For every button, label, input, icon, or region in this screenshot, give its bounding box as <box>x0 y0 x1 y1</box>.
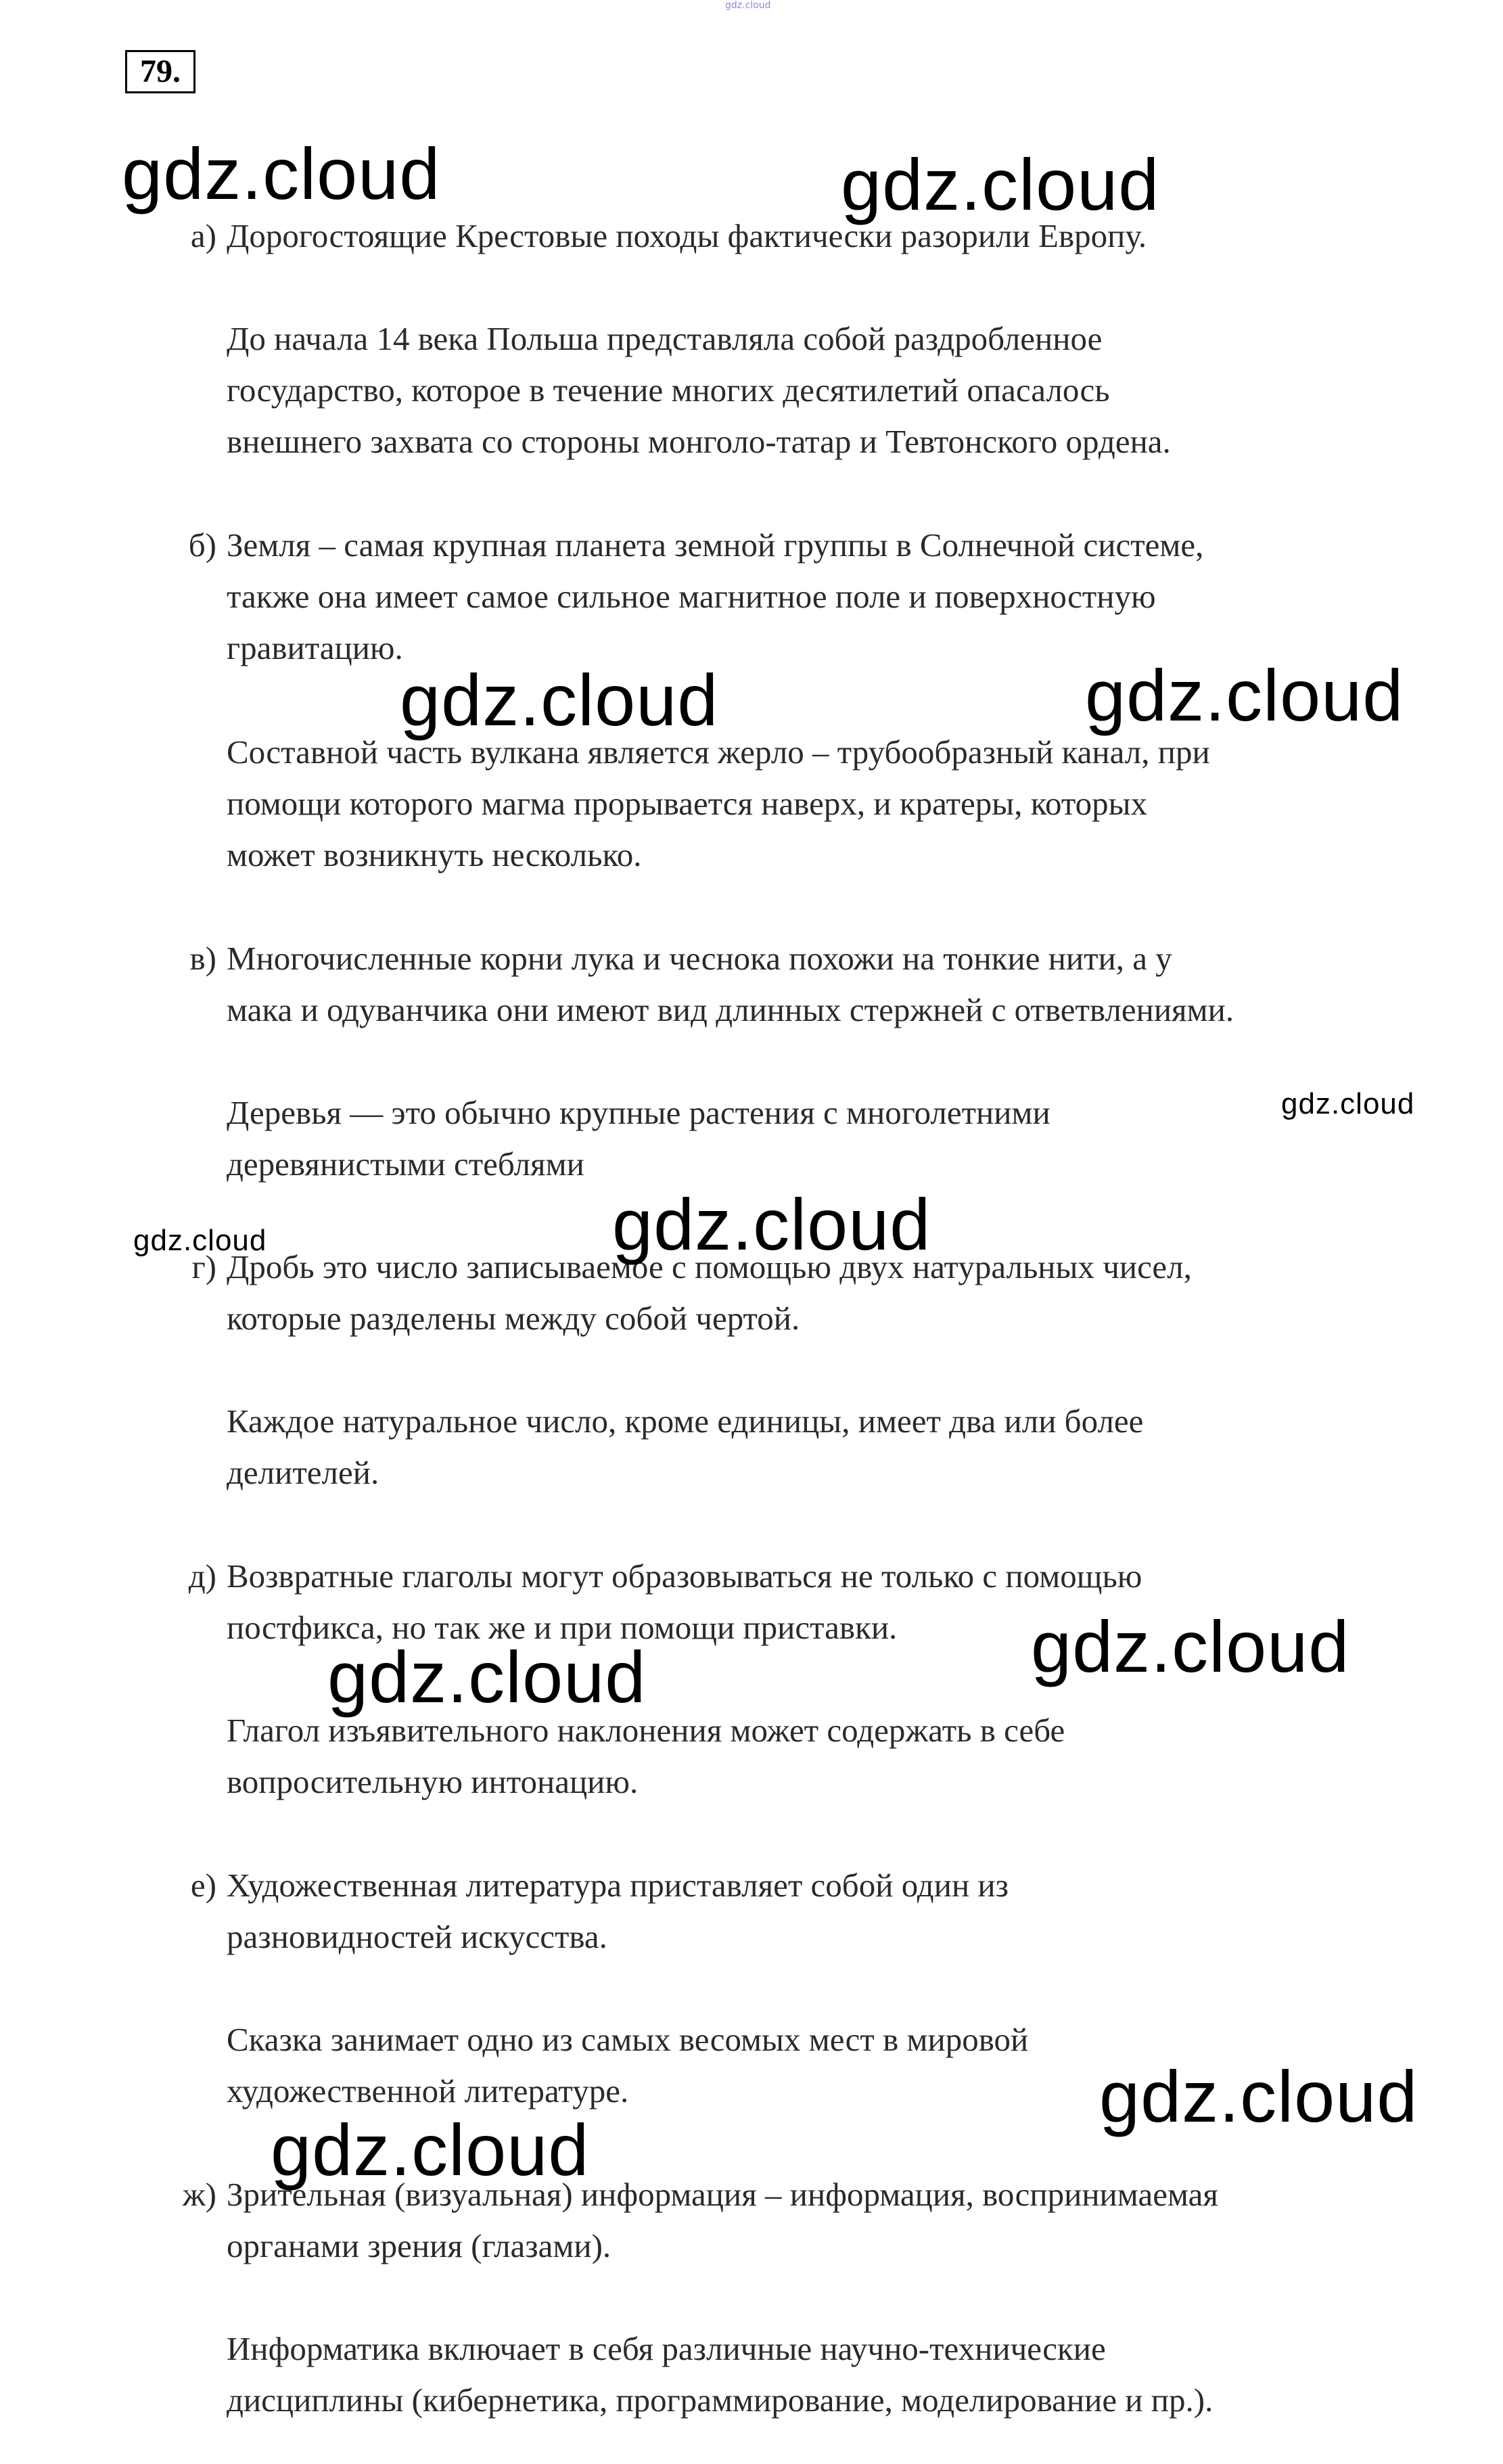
item-sentence-1: Зрительная (визуальная) информация – информация, воспринимаемая органами зрения (глазами). <box>227 2176 1218 2264</box>
watermark: gdz.cloud <box>1099 2055 1418 2137</box>
item-letter: д) <box>188 1557 216 1595</box>
top-watermark-label: gdz.cloud <box>725 0 771 11</box>
item-letter: г) <box>191 1248 216 1285</box>
item-sentence-1: Земля – самая крупная планета земной группы в Солнечной системе, также она имеет самое сильное магнитное поле и поверхностную гравитацию. <box>227 526 1204 666</box>
watermark: gdz.cloud <box>612 1183 931 1265</box>
item-letter: б) <box>188 526 216 564</box>
watermark: gdz.cloud <box>327 1636 647 1718</box>
watermark: gdz.cloud <box>1281 1087 1415 1120</box>
watermark: gdz.cloud <box>271 2109 590 2191</box>
task-number-box: 79. <box>125 50 195 93</box>
watermark: gdz.cloud <box>122 133 441 214</box>
item-sentence-1: Дорогостоящие Крестовые походы фактически разорили Европу. <box>227 217 1147 254</box>
item-letter: е) <box>190 1867 216 1904</box>
item-sentence-1: Многочисленные корни лука и чеснока похожи на тонкие нити, а у мака и одуванчика они имеют вид длинных стержней с ответвлениями. <box>227 940 1234 1028</box>
item-sentence-2: До начала 14 века Польша представляла собой раздробленное государство, которое в течение многих десятилетий опасалось внешнего захвата со стороны монголо-татар и Тевтонского ордена. <box>227 320 1171 460</box>
watermark: gdz.cloud <box>133 1224 267 1257</box>
item-letter: в) <box>189 940 216 977</box>
item-sentence-2: Каждое натуральное число, кроме единицы, имеет два или более делителей. <box>227 1402 1144 1491</box>
item-sentence-1: Дробь это число записываемое с помощью двух натуральных чисел, которые разделены между собой чертой. <box>227 1248 1192 1337</box>
watermark: gdz.cloud <box>1085 654 1404 736</box>
item-letter: ж) <box>182 2176 216 2213</box>
item-sentence-1: Возвратные глаголы могут образовываться не только с помощью постфикса, но так же и при помощи приставки. <box>227 1557 1142 1646</box>
item-sentence-2: Составной часть вулкана является жерло – трубообразный канал, при помощи которого магма прорывается наверх, и кратеры, которых может возникнуть несколько. <box>227 733 1210 873</box>
item-sentence-2: Глагол изъявительного наклонения может содержать в себе вопросительную интонацию. <box>227 1712 1065 1800</box>
watermark: gdz.cloud <box>1031 1605 1350 1687</box>
item-letter: а) <box>190 217 216 254</box>
item-sentence-1: Художественная литература приставляет собой один из разновидностей искусства. <box>227 1867 1009 1955</box>
watermark: gdz.cloud <box>841 143 1160 225</box>
item-sentence-2: Информатика включает в себя различные научно-технические дисциплины (кибернетика, программирование, моделирование и пр.). <box>227 2330 1213 2419</box>
item-sentence-2: Деревья — это обычно крупные растения с многолетними деревянистыми стеблями <box>227 1094 1050 1183</box>
watermark: gdz.cloud <box>400 659 719 741</box>
item-sentence-2: Сказка занимает одно из самых весомых мест в мировой художественной литературе. <box>227 2021 1029 2109</box>
